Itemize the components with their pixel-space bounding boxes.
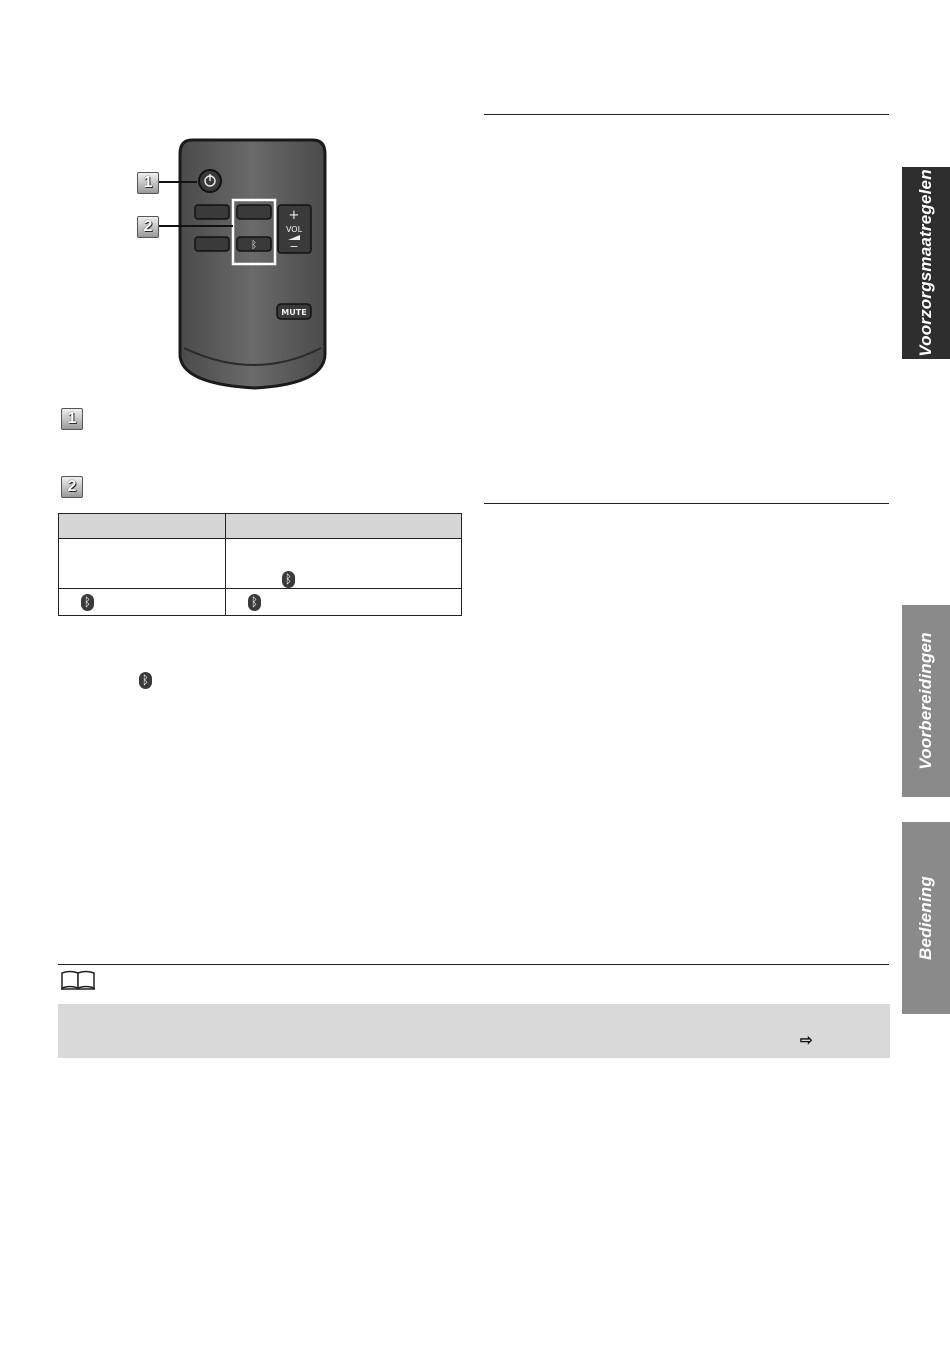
input-button-3 — [237, 205, 271, 219]
callout-1: 1 — [137, 172, 159, 194]
bluetooth-icon: ᛒ — [248, 594, 261, 611]
section-divider — [484, 114, 889, 115]
arrow-icon: ⇨ — [800, 1032, 813, 1049]
tab-bediening[interactable] — [902, 822, 950, 1014]
table-cell — [59, 589, 226, 616]
bluetooth-icon: ᛒ — [139, 672, 152, 689]
table-header-row — [59, 514, 462, 539]
callout-2: 2 — [137, 216, 159, 238]
tab-label: Voorbereidingen — [916, 632, 935, 770]
table-cell — [59, 539, 226, 589]
table-cell — [226, 539, 462, 589]
remote-control-illustration — [130, 134, 340, 396]
svg-text:MUTE: MUTE — [281, 308, 307, 317]
table-row — [59, 589, 462, 616]
notes-divider — [58, 964, 889, 965]
bluetooth-icon: ᛒ — [282, 571, 295, 588]
table-cell — [226, 589, 462, 616]
tab-label: Voorzorgsmaatregelen — [916, 169, 935, 357]
tab-voorzorgsmaatregelen[interactable] — [902, 167, 950, 359]
bluetooth-icon: ᛒ — [81, 594, 94, 611]
table-row — [59, 539, 462, 589]
section-marker-1: 1 — [61, 408, 83, 430]
tab-label: Bediening — [916, 876, 935, 960]
section-marker-2: 2 — [61, 476, 83, 498]
svg-text:−: − — [289, 240, 299, 253]
callout-2-line — [159, 225, 233, 227]
callout-1-line — [159, 181, 197, 183]
input-button-2 — [195, 237, 229, 251]
button-function-table — [58, 513, 462, 616]
svg-text:+: + — [288, 208, 300, 223]
input-button-1 — [195, 205, 229, 219]
svg-text:ᛒ: ᛒ — [251, 240, 257, 251]
table-header-cell — [59, 514, 226, 539]
tab-voorbereidingen[interactable] — [902, 605, 950, 797]
table-header-cell — [226, 514, 462, 539]
section-divider — [484, 503, 889, 504]
svg-text:VOL: VOL — [285, 225, 303, 234]
note-box — [58, 1004, 890, 1058]
book-icon — [60, 970, 96, 990]
